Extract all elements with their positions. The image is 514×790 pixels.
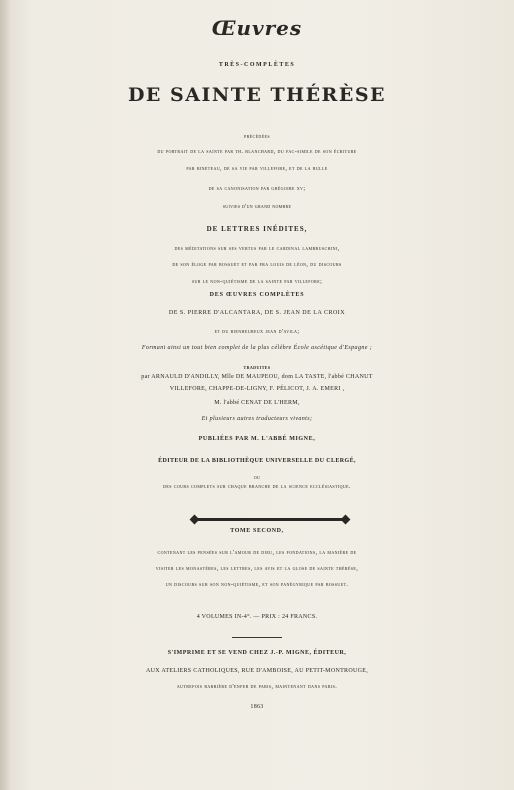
title-oeuvres: Œuvres	[211, 16, 303, 40]
decorative-rule	[195, 518, 345, 521]
price-rule	[232, 637, 282, 638]
traduites-label: traduites	[243, 365, 271, 371]
tome-heading: TOME SECOND,	[230, 528, 284, 534]
preface-line-2: par bineteau, de sa vie par villefore, et de la bulle	[186, 166, 328, 172]
traduites-line-2: VILLEFORE, CHAPPE-DE-LIGNY, F. PÉLICOT, J. A. EMERI ,	[169, 386, 345, 392]
publiees-line-2: des cours complets sur chaque branche de la science ecclésiastique.	[163, 484, 351, 490]
lettres-heading: DE LETTRES INÉDITES,	[206, 225, 308, 233]
tome-line-3: un discours sur son non-quiétisme, et son panégyrique par bossuet.	[165, 582, 349, 588]
publiees-line-1: ÉDITEUR DE LA BIBLIOTHÈQUE UNIVERSELLE DU CLERGÉ,	[158, 458, 356, 464]
lettres-line-1: des méditations sur ses vertus par le cardinal lambruschini,	[174, 246, 340, 252]
oeuvres-completes-line-1: DE S. PIERRE D'ALCANTARA, DE S. JEAN DE LA CROIX	[168, 310, 346, 316]
imprint-line-1: S'IMPRIME ET SE VEND CHEZ J.-P. MIGNE, ÉDITEUR,	[167, 650, 347, 656]
preface-precedees: précédées	[243, 134, 271, 140]
title-tres-completes: TRÈS-COMPLÈTES	[218, 62, 296, 68]
traduites-line-4: Et plusieurs autres traducteurs vivants;	[201, 416, 313, 422]
oeuvres-completes-line-3: Formant ainsi un tout bien complet de la plus célèbre École ascétique d'Espagne ;	[141, 345, 373, 351]
preface-line-4: suivies d'un grand nombre	[222, 204, 292, 210]
publiees-ou: ou	[253, 475, 261, 481]
lettres-line-3: sur le non-quiétisme de la sainte par villefore;	[191, 279, 323, 285]
tome-line-1: contenant les pensées sur l'amour de dieu, les fondations, la manière de	[157, 550, 357, 556]
imprint-line-2: AUX ATELIERS CATHOLIQUES, RUE D'AMBOISE, AU PETIT-MONTROUGE,	[145, 668, 369, 674]
imprint-year: 1863	[250, 704, 264, 710]
tome-line-2: visiter les monastères, les lettres, les avis et la glose de sainte thérèse,	[155, 566, 359, 572]
price-line: 4 VOLUMES IN-4°. — PRIX : 24 FRANCS.	[196, 614, 318, 620]
lettres-line-2: de son éloge par bossuet et par fra louis de léon, du discours	[172, 262, 342, 268]
oeuvres-completes-heading: DES ŒUVRES COMPLÈTES	[209, 292, 305, 298]
publiees-heading: PUBLIÉES PAR M. L'ABBÉ MIGNE,	[198, 436, 316, 442]
oeuvres-completes-line-2: et du bienheureux jean d'avila;	[214, 329, 300, 335]
preface-line-3: de sa canonisation par grégoire xv;	[208, 186, 306, 192]
preface-line-1: du portrait de la sainte par th. blanchard, du fac-simile de son écriture	[157, 149, 357, 155]
title-sainte-therese: DE SAINTE THÉRÈSE	[127, 84, 387, 106]
traduites-line-1: par ARNAULD D'ANDILLY, Mlle DE MAUPEOU, dom LA TASTE, l'abbé CHANUT	[141, 374, 373, 380]
traduites-line-3: M. l'abbé CENAT DE L'HERM,	[214, 400, 300, 406]
imprint-line-3: autrefois barrière d'enfer de paris, maintenant dans paris.	[176, 684, 338, 690]
